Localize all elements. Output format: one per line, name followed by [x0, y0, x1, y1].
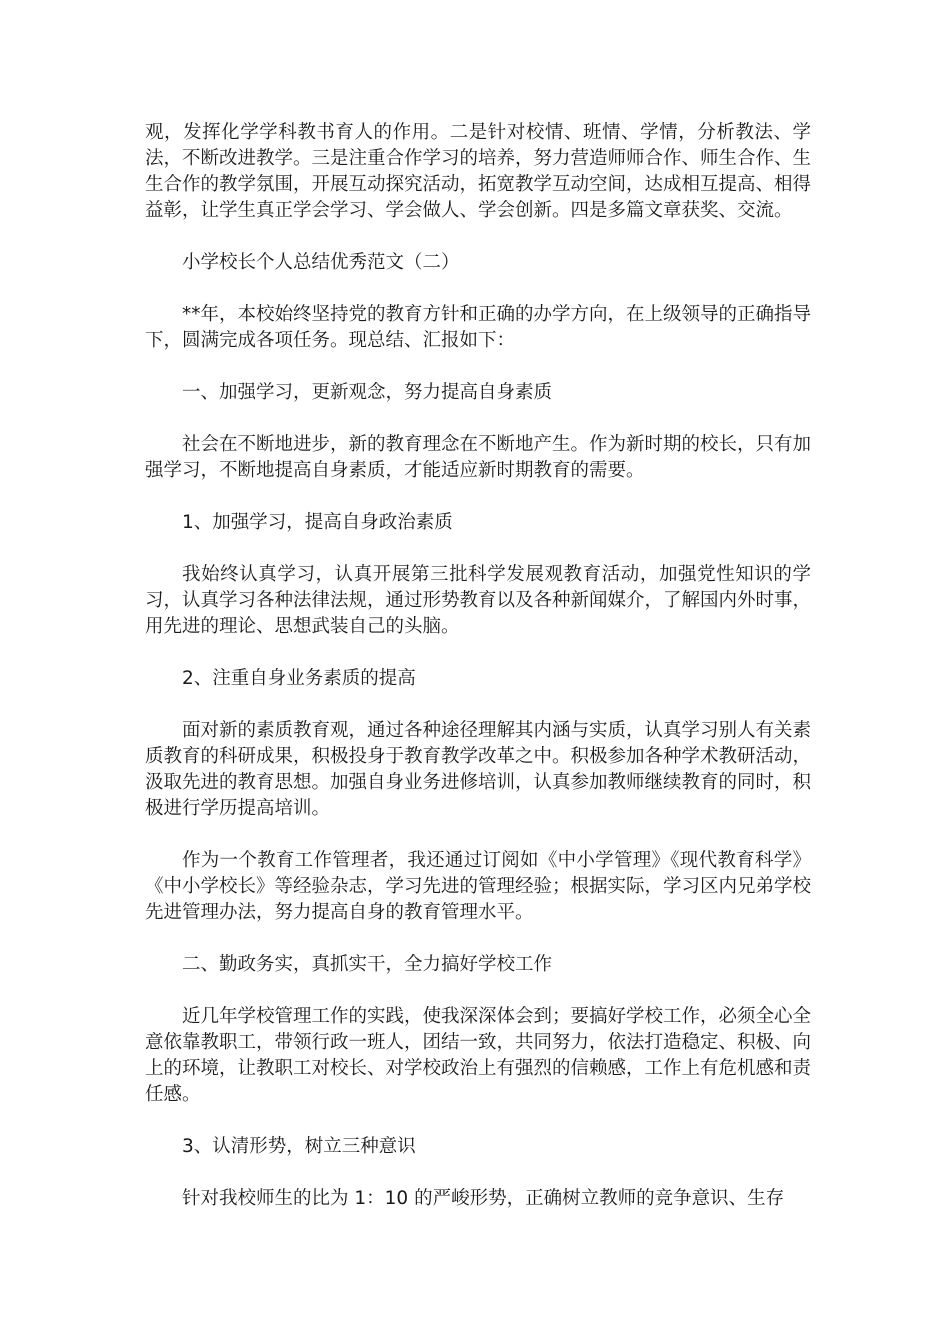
paragraph: **年，本校始终坚持党的教育方针和正确的办学方向，在上级领导的正确指导下，圆满完成各项任务。现总结、汇报如下： — [145, 304, 812, 351]
paragraph: 针对我校师生的比为 1：10 的严峻形势，正确树立教师的竞争意识、生存 — [182, 1188, 785, 1209]
paragraph: 社会在不断地进步，新的教育理念在不断地产生。作为新时期的校长，只有加强学习，不断地提高自身素质，才能适应新时期教育的需要。 — [145, 434, 812, 481]
section-title: 小学校长个人总结优秀范文（二） — [182, 252, 460, 273]
section-heading: 二、勤政务实，真抓实干，全力搞好学校工作 — [182, 954, 553, 975]
subsection-heading: 2、注重自身业务素质的提高 — [182, 668, 416, 689]
paragraph: 作为一个教育工作管理者，我还通过订阅如《中小学管理》《现代教育科学》《中小学校长》等经验杂志，学习先进的管理经验；根据实际，学习区内兄弟学校先进管理办法，努力提高自身的教育管理水平。 — [145, 850, 812, 923]
paragraph: 我始终认真学习，认真开展第三批科学发展观教育活动，加强党性知识的学习，认真学习各种法律法规，通过形势教育以及各种新闻媒介，了解国内外时事，用先进的理论、思想武装自己的头脑。 — [145, 564, 812, 637]
paragraph: 观，发挥化学学科教书育人的作用。二是针对校情、班情、学情，分析教法、学法，不断改进教学。三是注重合作学习的培养，努力营造师师合作、师生合作、生生合作的教学氛围，开展互动探究活动，拓宽教学互动空间，达成相互提高、相得益彰，让学生真正学会学习、学会做人、学会创新。四是多篇文章获奖、交流。 — [145, 122, 812, 221]
paragraph: 面对新的素质教育观，通过各种途径理解其内涵与实质，认真学习别人有关素质教育的科研成果，积极投身于教育教学改革之中。积极参加各种学术教研活动，汲取先进的教育思想。加强自身业务进修培训，认真参加教师继续教育的同时，积极进行学历提高培训。 — [145, 720, 812, 819]
document-page — [145, 120, 811, 1238]
section-heading: 一、加强学习，更新观念，努力提高自身素质 — [182, 382, 553, 403]
subsection-heading: 1、加强学习，提高自身政治素质 — [182, 512, 453, 533]
paragraph: 近几年学校管理工作的实践，使我深深体会到；要搞好学校工作，必须全心全意依靠教职工，带领行政一班人，团结一致，共同努力，依法打造稳定、积极、向上的环境，让教职工对校长、对学校政治上有强烈的信赖感，工作上有危机感和责任感。 — [145, 1006, 812, 1105]
subsection-heading: 3、认清形势，树立三种意识 — [182, 1136, 416, 1157]
